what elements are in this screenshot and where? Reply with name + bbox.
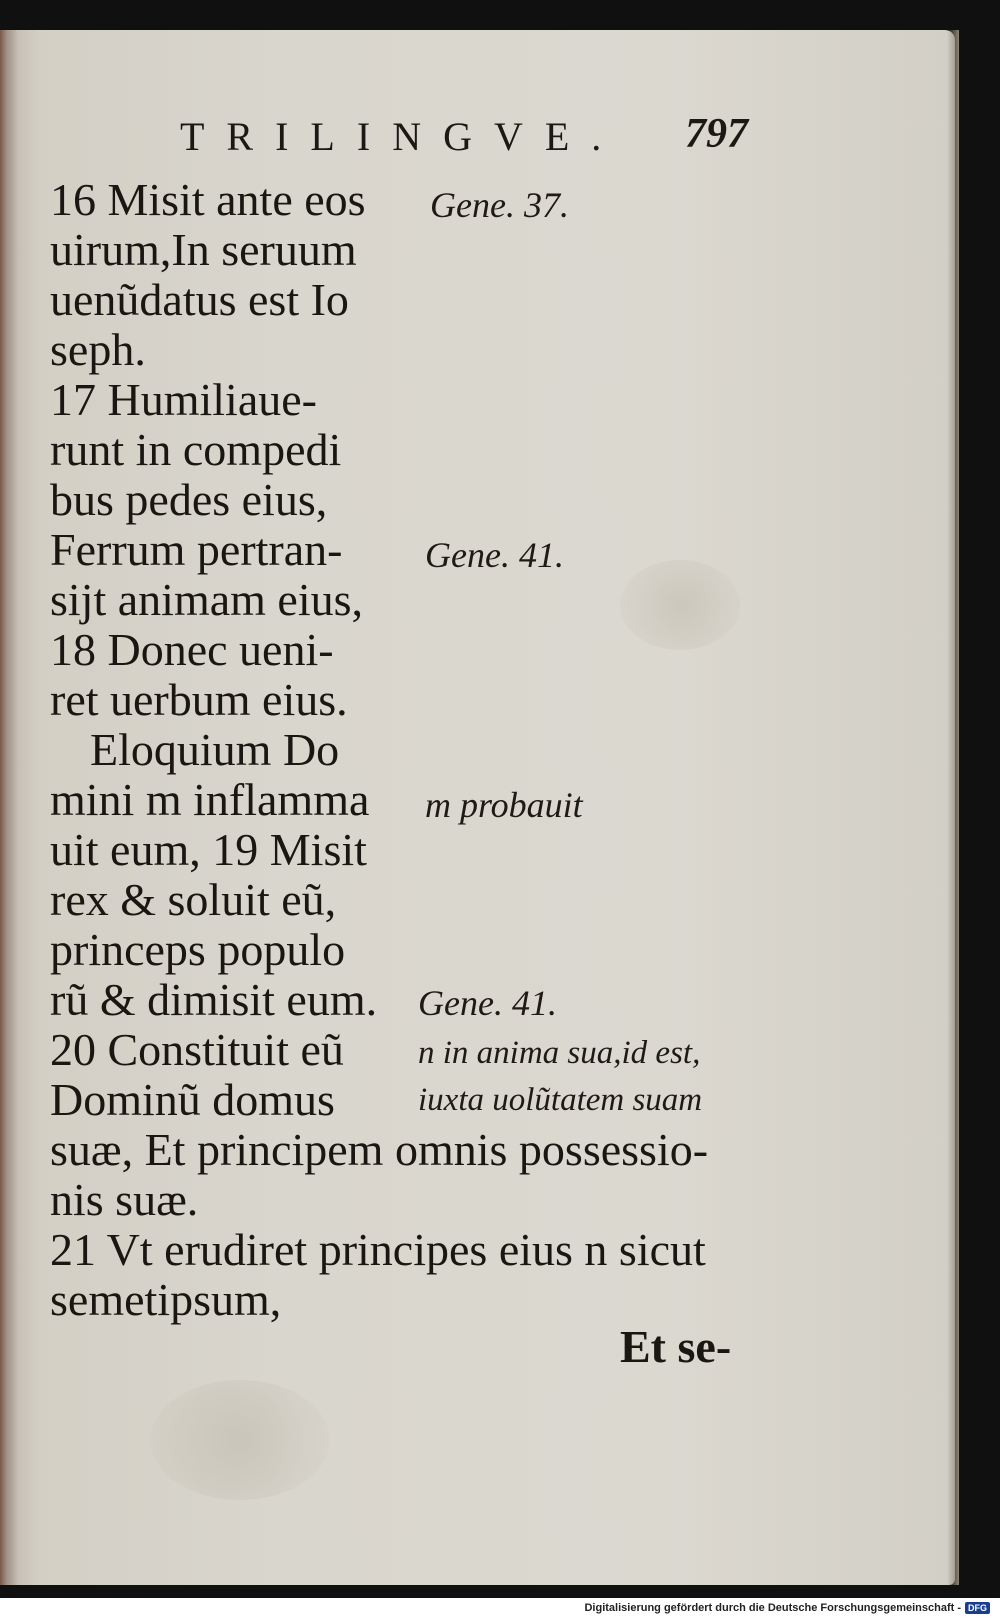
page-binding-edge: [0, 30, 18, 1585]
text-line: semetipsum,: [50, 1274, 282, 1325]
text-line: Eloquium Do: [90, 724, 340, 775]
text-line: Ferrum pertran-: [50, 524, 343, 575]
text-line: sijt animam eius,: [50, 574, 364, 625]
text-line: rex & soluit eũ,: [50, 874, 337, 925]
margin-note: Gene. 41.: [425, 535, 564, 575]
page-right-edge: [947, 30, 959, 1585]
paper-stain: [620, 560, 740, 650]
text-line: nis suæ.: [50, 1174, 199, 1225]
text-line: rũ & dimisit eum.: [50, 974, 378, 1025]
digitization-credit: [584, 1602, 990, 1614]
margin-note: n in anima sua,id est,: [418, 1035, 701, 1071]
text-line: ret uerbum eius.: [50, 674, 348, 725]
text-line: runt in compedi: [50, 424, 342, 475]
page-number: 797: [685, 111, 748, 157]
text-line: uit eum, 19 Misit: [50, 824, 367, 875]
margin-note: Gene. 37.: [430, 185, 569, 225]
catchword: Et se-: [620, 1321, 732, 1372]
text-line: 16 Misit ante eos: [50, 174, 366, 225]
text-line: uirum,In seruum: [50, 224, 357, 275]
text-line: suæ, Et principem omnis possessio-: [50, 1124, 709, 1175]
text-line: seph.: [50, 324, 146, 375]
credit-text: Digitalisierung gefördert durch die Deutsche Forschungsgemeinschaft -: [584, 1602, 961, 1614]
text-line: 21 Vt erudiret principes eius n sicut: [50, 1224, 706, 1275]
margin-note: m probauit: [425, 785, 583, 825]
text-line: bus pedes eius,: [50, 474, 328, 525]
text-line: 20 Constituit eũ: [50, 1024, 344, 1075]
running-title: TRILINGVE.: [180, 114, 624, 159]
margin-note: iuxta uolũtatem suam: [418, 1082, 703, 1118]
text-line: mini m inflamma: [50, 774, 370, 825]
margin-note: Gene. 41.: [418, 983, 557, 1023]
text-line: 17 Humiliaue-: [50, 374, 317, 425]
paper-stain: [150, 1380, 330, 1500]
text-line: uenũdatus est Io: [50, 274, 349, 325]
text-line: 18 Donec ueni-: [50, 624, 334, 675]
text-line: Dominũ domus: [50, 1074, 335, 1125]
text-line: princeps populo: [50, 924, 346, 975]
dfg-logo: DFG: [965, 1602, 990, 1614]
